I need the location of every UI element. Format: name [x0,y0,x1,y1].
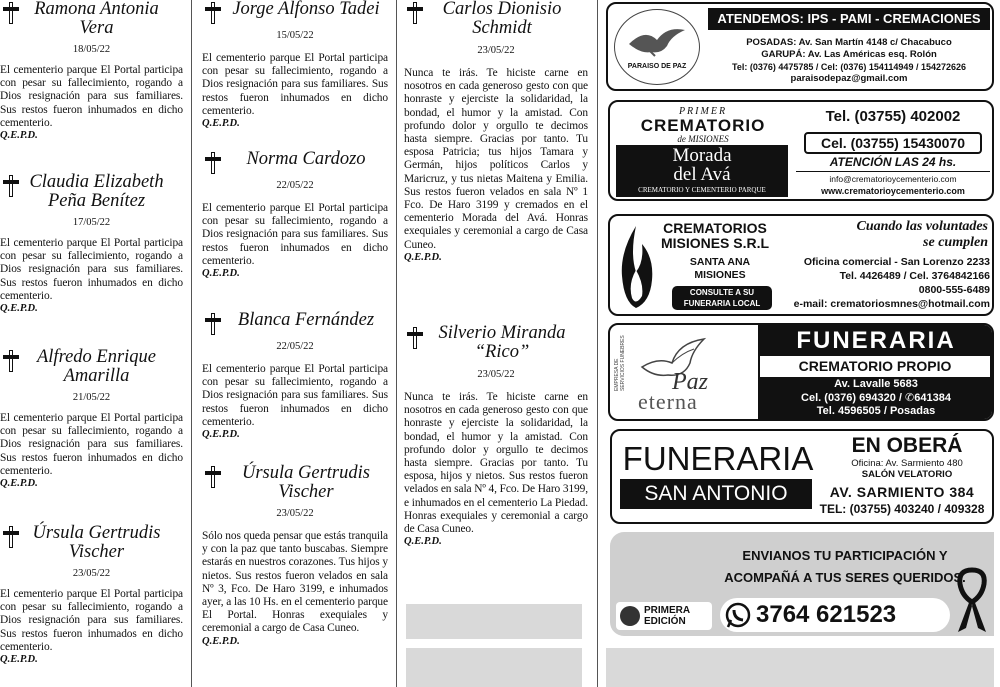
obituary-text: El cementerio parque El Portal participa con pesar su fallecimiento, rogando a Dios resignación para sus familiares. Sus restos fueron inhumados en dicho cementerio. [0,588,183,653]
paz-eterna-ring: EMPRESA DE SERVICIOS FUNEBRES [614,335,626,391]
obituary-name: Schmidt [472,18,532,38]
crem-consulte: CONSULTE A SU [689,288,755,297]
san-antonio-title: FUNERARIA [622,440,814,477]
paz-eterna-logo: eterna [638,389,698,414]
obituary-text: El cementerio parque El Portal participa con pesar su fallecimiento, rogando a Dios resignación para sus familiares. Sus restos fueron inhumados en dicho cementerio. [0,237,183,302]
crem-consulte: FUNERARIA LOCAL [683,299,761,308]
obituary-name: Úrsula Gertrudis [242,463,370,483]
crem-free: 0800-555-6489 [918,284,990,296]
ad-paraiso-de-paz [606,2,994,91]
obituary-text: El cementerio parque El Portal participa con pesar su fallecimiento, rogando a Dios resignación para sus familiares. Sus restos fueron inhumados en dicho cementerio. [202,202,388,267]
obituary-notice [0,524,183,666]
paz-email: paraisodepaz@gmail.com [790,73,908,84]
obituary-date: 22/05/22 [276,341,314,352]
paz-eterna-wa: 641384 [914,392,951,404]
crem-title: MISIONES S.R.L [660,235,770,251]
cross-icon [2,2,20,24]
obituary-name: Peña Benítez [47,191,146,211]
cross-icon [2,350,20,372]
obituary-name: Vischer [68,542,125,562]
obituary-qepd: Q.E.P.D. [404,251,442,263]
crem-slogan: Cuando las voluntades [856,219,988,234]
crem-place: MISIONES [694,269,746,281]
crem-title: CREMATORIOS [663,220,767,236]
obituary-qepd: Q.E.P.D. [202,118,240,130]
primera-line1: ENVIANOS TU PARTICIPACIÓN Y [742,548,948,563]
morada-brand: del Avá [673,164,731,185]
obituary-name: Úrsula Gertrudis [32,523,161,543]
obituary-date: 22/05/22 [276,180,314,191]
ad-san-antonio [610,429,994,524]
obituary-date: 21/05/22 [72,392,111,403]
obituary-text: Nunca te irás. Te hiciste carne en nosotros en cada generoso gesto con que honraste y ejerciste la solidaridad, la bondad, el humor y la amistad. Con profundo dolor y orgullo te decimos hasta siempre. Gracias por tanto. Tu esposa Patricia; tus hijos Tamara y Germán, hijos políticos Carlos y Maricruz, y tus nietas Maitena y Emilia. Sus restos fueron velados en sala Nº 1 Fco. De Haro 3199 y cremados en el cementerio Morada del Avá. Honras exequiales y ceremonial a cargo de Casa Cuneo. [404,67,588,251]
crem-email: e-mail: crematoriosmnes@hotmail.com [793,298,990,310]
san-antonio-salon: SALÓN VELATORIO [861,469,953,480]
primera-brand: PRIMERA [644,605,691,616]
column-rule [396,0,397,687]
san-antonio-addr: AV. SARMIENTO 384 [829,484,975,500]
san-antonio-oficina: Oficina: Av. Sarmiento 480 [851,458,963,469]
column-rule [191,0,192,687]
whatsapp-icon: ✆ [905,392,915,404]
obituary-qepd: Q.E.P.D. [0,303,38,315]
obituary-text: El cementerio parque El Portal participa con pesar su fallecimiento, rogando a Dios resignación para sus familiares. Sus restos fueron inhumados en dicho cementerio. [202,363,388,428]
paz-eterna-addr: Av. Lavalle 5683 [834,378,918,390]
san-antonio-name: SAN ANTONIO [620,479,812,509]
obituary-name: Claudia Elizabeth [29,172,164,192]
morada-de-misiones: de MISIONES [677,134,729,144]
obituary-name: Amarilla [63,366,130,386]
obituary-date: 23/05/22 [72,568,111,579]
obituary-name: Vera [79,18,114,38]
mourning-ribbon-icon [954,562,990,634]
crem-slogan: se cumplen [923,235,988,250]
cross-icon [204,313,222,335]
cross-icon [204,2,222,24]
obituary-qepd: Q.E.P.D. [0,654,38,666]
obituary-notice [0,0,183,142]
obituary-qepd: Q.E.P.D. [202,635,240,647]
cross-icon [406,2,424,24]
obituary-name: “Rico” [474,342,530,362]
obituary-notice [404,324,588,548]
morada-atencion: ATENCIÓN LAS 24 hs. [829,155,957,169]
crem-oficina: Oficina comercial - San Lorenzo 2233 [803,256,990,268]
ad-crematorios-misiones [608,214,994,316]
obituary-name: Silverio Miranda [438,323,566,343]
obituary-text: El cementerio parque El Portal participa con pesar su fallecimiento, rogando a Dios resignación para sus familiares. Sus restos fueron inhumados en dicho cementerio. [0,412,183,477]
obituary-date: 17/05/22 [72,217,111,228]
obituary-qepd: Q.E.P.D. [202,429,240,441]
morada-email: info@crematorioycementerio.com [829,174,957,184]
obituary-name: Vischer [278,482,334,502]
san-antonio-tel: TEL: (03755) 403240 / 409328 [819,502,985,516]
obituary-name: Ramona Antonia [34,0,159,19]
ad-paz-eterna [608,323,994,421]
obituary-qepd: Q.E.P.D. [0,478,38,490]
primera-phone: 3764 621523 [756,601,897,628]
primera-brand: EDICIÓN [644,616,686,627]
grey-band [606,648,994,687]
ad-morada-del-ava [608,100,994,201]
obituary-date: 23/05/22 [477,45,515,56]
obituary-notice [0,348,183,490]
paz-address: POSADAS: Av. San Martín 4148 c/ Chacabuco [746,37,952,48]
obituary-name: Carlos Dionisio [442,0,562,19]
obituary-date: 18/05/22 [72,44,111,55]
paz-address: GARUPÁ: Av. Las Américas esq. Rolón [761,49,937,60]
morada-brand: Morada [672,145,732,166]
morada-primer: PRIMER [678,106,728,117]
obituary-qepd: Q.E.P.D. [404,536,442,548]
paz-phones: Tel: (0376) 4475785 / Cel: (0376) 154114949 / 154272626 [731,62,966,72]
primera-logo-icon [620,606,640,626]
ad-primera-edicion [610,532,994,636]
obituary-notice [202,464,388,648]
morada-tagline: CREMATORIO Y CEMENTERIO PARQUE [638,186,766,194]
obituary-notice [202,0,388,130]
obituary-text: El cementerio parque El Portal participa con pesar su fallecimiento, rogando a Dios resignación para sus familiares. Sus restos fueron inhumados en dicho cementerio. [0,64,183,129]
obituary-date: 15/05/22 [276,30,314,41]
obituary-qepd: Q.E.P.D. [0,130,38,142]
obituary-date: 23/05/22 [477,369,515,380]
obituary-text: Nunca te irás. Te hiciste carne en nosotros en cada generoso gesto con que honraste y ejerciste la solidaridad, la bondad, el humor y la amistad. Con profundo dolor y orgullo te decimos hasta siempre. Gracias por tanto. Tu esposa, hijos y nietos. Sus restos fueron velados en sala Nº 4, Fco. De Haro 3199, e inhumados en el cementerio La Piedad. Honras exequiales y ceremonial a cargo de Casa Cuneo. [404,391,588,536]
paz-eterna-logo: Paz [672,369,708,395]
obituary-name: Alfredo Enrique [36,347,157,367]
morada-tel: Tel. (03755) 402002 [825,108,961,125]
whatsapp-icon [724,601,752,629]
cross-icon [204,152,222,174]
grey-band [406,604,582,639]
cross-icon [2,526,20,548]
column-rule [597,0,598,687]
paz-eterna-tel: Tel. 4596505 / Posadas [816,405,936,417]
obituary-text: El cementerio parque El Portal participa con pesar su fallecimiento, rogando a Dios resignación para sus familiares. Sus restos fueron inhumados en dicho cementerio. [202,52,388,117]
morada-crematorio: CREMATORIO [640,116,766,135]
cross-icon [2,175,20,197]
crem-tel: Tel. 4426489 / Cel. 3764842166 [839,270,990,282]
flame-icon [616,224,656,310]
morada-cel: Cel. (03755) 15430070 [804,132,982,154]
grey-band [406,648,582,687]
obituary-name: Jorge Alfonso Tadei [232,0,380,19]
san-antonio-obera: EN OBERÁ [851,434,963,457]
paz-logo [614,9,700,85]
paz-eterna-sub: CREMATORIO PROPIO [760,356,990,377]
paz-logo-text: PARAISO DE PAZ [627,63,687,70]
paz-eterna-title: FUNERARIA [796,327,956,354]
crem-place: SANTA ANA [689,256,751,268]
obituary-qepd: Q.E.P.D. [202,268,240,280]
obituary-text: Sólo nos queda pensar que estás tranquila y con la paz que tanto buscabas. Siempre estarás en nuestros corazones. Tus hijos y nietos. Sus restos fueron velados en sala Nº 3, Fco. De Haro 3199, e inhumados ayer, a las 10 Hs. en el cementerio parque El Portal. Honras exequiales y ceremonial a cargo de Casa Cuneo. [202,530,388,635]
obituary-name: Norma Cardozo [246,149,366,169]
obituary-notice [404,0,588,264]
paz-header: ATENDEMOS: IPS - PAMI - CREMACIONES [708,8,990,30]
obituary-notice [202,311,388,441]
dove-icon [627,24,687,58]
obituary-notice [202,150,388,280]
cross-icon [406,327,424,349]
obituary-date: 23/05/22 [276,508,314,519]
obituary-name: Blanca Fernández [237,310,375,330]
paz-eterna-cel: Cel. (0376) 694320 / [801,392,902,404]
cross-icon [204,466,222,488]
obituary-notice [0,173,183,315]
primera-line2: ACOMPAÑÁ A TUS SERES QUERIDOS. [724,570,966,585]
morada-web: www.crematorioycementerio.com [821,186,965,196]
